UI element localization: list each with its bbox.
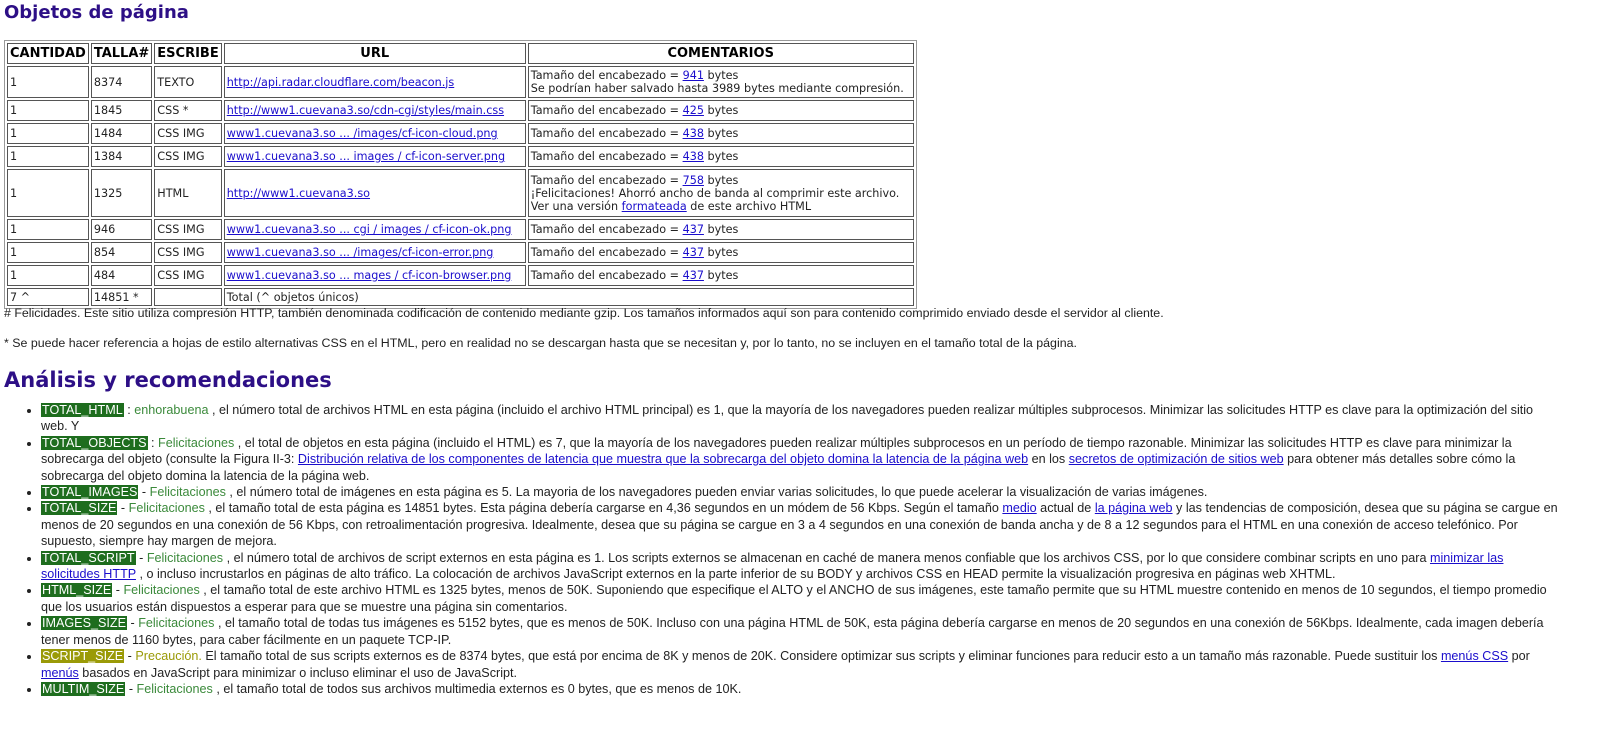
rec-status: Felicitaciones xyxy=(123,583,200,598)
cell-size: 854 xyxy=(91,242,152,263)
table-total-row xyxy=(7,288,914,306)
rec-text: , el número total de archivos HTML en esta página (incluido el archivo HTML principal) es 1, que la mayoría de los navegadores pueden realizar múltiples subprocesos. Minimizar las solicitudes HTTP es clave para la optimización del sitio web. Y xyxy=(41,403,1534,434)
table-row xyxy=(7,123,914,144)
table-row xyxy=(7,265,914,286)
total-type xyxy=(154,288,221,306)
cell-quantity: 1 xyxy=(7,100,89,121)
cell-size: 1845 xyxy=(91,100,152,121)
menus-link[interactable]: menús xyxy=(41,665,79,680)
rec-text: , el tamaño total de esta página es 14851 bytes. Esta página debería cargarse en 4,36 segundos en un módem de 56 Kbps. Según el tamaño xyxy=(204,501,1003,516)
rec-total-size xyxy=(41,500,1561,549)
rec-text: y las tendencias de composición, desea que su página se cargue en menos de 20 segundos en una conexión de 56 Kbps, con retroalimentación progresiva. Idealmente, desea que su página se cargue en 3 a 4 segundos en una conexión de banda ancha y de 8 a 12 segundos para el HTML en una conexión de acceso telefónico. Por supuesto, siempre hay margen de mejora. xyxy=(41,501,1558,549)
comment-text: bytes xyxy=(703,127,739,140)
gzip-note: # Felicidades. Este sitio utiliza compresión HTTP, también denominada codificación de contenido mediante gzip. Los tamaños informados aquí son para contenido comprimido enviado desde el servidor al cliente. xyxy=(4,306,1164,320)
rec-status: enhorabuena xyxy=(134,403,209,417)
comment-text: bytes xyxy=(703,69,739,82)
optimization-secrets-link[interactable]: secretos de optimización de sitios web xyxy=(1068,452,1284,467)
rec-status: Felicitaciones xyxy=(138,616,215,631)
css-note: * Se puede hacer referencia a hojas de estilo alternativas CSS en el HTML, pero en realidad no se descargan hasta que se necesitan y, por lo tanto, no se incluyen en el tamaño total de la página. xyxy=(4,336,1077,350)
cell-quantity: 1 xyxy=(7,219,89,240)
rec-text: El tamaño total de sus scripts externos es de 8374 bytes, que está por encima de 8K y menos de 20K. Considere optimizar sus scripts y eliminar funciones para reducir esto a un tamaño más razonable. Puede sustituir los xyxy=(201,649,1441,664)
rec-script-size xyxy=(41,648,1561,681)
cell-url xyxy=(224,169,526,217)
page-objects-heading: Objetos de página xyxy=(4,2,189,23)
url-link[interactable]: www1.cuevana3.so ... cgi / images / cf-icon-ok.png xyxy=(226,223,512,236)
comment-text: bytes xyxy=(703,104,739,117)
header-size-link[interactable]: 437 xyxy=(682,269,704,282)
col-type: ESCRIBE xyxy=(154,43,221,64)
cell-quantity: 1 xyxy=(7,242,89,263)
comment-text: Tamaño del encabezado = xyxy=(530,223,683,236)
formatted-version-link[interactable]: formateada xyxy=(621,199,687,213)
cell-type: CSS * xyxy=(154,100,221,121)
cell-url xyxy=(224,123,526,144)
total-quantity: 7 ^ xyxy=(7,288,89,306)
rec-sep: - xyxy=(112,583,124,598)
rec-total-html xyxy=(41,402,1561,435)
cell-size: 8374 xyxy=(91,66,152,98)
recommendations-list xyxy=(4,402,1561,697)
rec-tag: TOTAL_HTML xyxy=(42,403,123,417)
rec-text: para obtener más detalles sobre cómo la sobrecarga del objeto domina la latencia de la página web. xyxy=(41,452,1516,483)
web-page-link[interactable]: la página web xyxy=(1094,501,1173,516)
cell-comment xyxy=(528,146,914,167)
table-row xyxy=(7,219,914,240)
url-link[interactable]: www1.cuevana3.so ... images / cf-icon-server.png xyxy=(226,150,506,163)
rec-sep: - xyxy=(135,550,147,565)
rec-tag: IMAGES_SIZE xyxy=(42,616,126,631)
latency-distribution-link[interactable]: Distribución relativa de los componentes de latencia que muestra que la sobrecarga del objeto domina la latencia de la página web xyxy=(297,452,1029,467)
rec-images-size xyxy=(41,615,1561,648)
comment-text: Tamaño del encabezado = xyxy=(530,69,683,82)
table-row xyxy=(7,169,914,217)
comment-text: Ver una versión xyxy=(530,199,622,213)
header-size-link[interactable]: 758 xyxy=(682,173,704,187)
rec-sep: - xyxy=(138,485,150,500)
table-row xyxy=(7,100,914,121)
rec-status: Felicitaciones xyxy=(146,550,224,565)
rec-text: en los xyxy=(1028,452,1069,467)
average-link[interactable]: medio xyxy=(1002,501,1037,516)
rec-text: , el tamaño total de todas tus imágenes es 5152 bytes, que es menos de 50K. Incluso con una página HTML de 50K, esta página debería cargarse en menos de 20 segundos en una conexión de 56Kbps. Idealmente, cada imagen debería tener menos de 1160 bytes, para caber fácilmente en un paquete TCP-IP. xyxy=(41,616,1544,647)
rec-status: Precaución. xyxy=(135,649,202,664)
cell-type: CSS IMG xyxy=(154,242,221,263)
rec-tag: TOTAL_IMAGES xyxy=(42,485,138,500)
rec-status: Felicitaciones xyxy=(149,485,226,500)
table-row xyxy=(7,66,914,98)
col-comments: COMENTARIOS xyxy=(528,43,914,64)
minimize-http-requests-link[interactable]: minimizar las solicitudes HTTP xyxy=(41,550,1504,582)
rec-tag: MULTIM_SIZE xyxy=(42,681,125,696)
cell-size: 1484 xyxy=(91,123,152,144)
comment-text: Tamaño del encabezado = xyxy=(530,269,683,282)
analysis-heading: Análisis y recomendaciones xyxy=(4,368,332,392)
rec-status: Felicitaciones xyxy=(136,681,213,696)
cell-type: CSS IMG xyxy=(154,146,221,167)
rec-status: Felicitaciones xyxy=(158,435,235,450)
header-size-link[interactable]: 437 xyxy=(682,246,704,259)
rec-text: , el total de objetos en esta página (incluido el HTML) es 7, que la mayoría de los navegadores pueden realizar múltiples subprocesos en un período de tiempo razonable. Minimizar las solicitudes HTTP es clave para minimizar la sobrecarga del objeto (consulte la Figura II-3: xyxy=(41,435,1512,467)
rec-total-script xyxy=(41,550,1561,583)
url-link[interactable]: www1.cuevana3.so ... mages / cf-icon-browser.png xyxy=(226,269,512,282)
url-link[interactable]: http://www1.cuevana3.so/cdn-cgi/styles/main.css xyxy=(226,104,505,117)
cell-comment xyxy=(528,66,914,98)
cell-url xyxy=(224,242,526,263)
url-link[interactable]: www1.cuevana3.so ... /images/cf-icon-error.png xyxy=(226,246,494,259)
rec-text: , el número total de archivos de script externos en esta página es 1. Los scripts externos se almacenan en caché de manera menos confiable que los archivos CSS, por lo que considere combinar scripts en uno para xyxy=(223,550,1430,565)
cell-quantity: 1 xyxy=(7,265,89,286)
rec-tag: TOTAL_OBJECTS xyxy=(42,435,147,450)
rec-sep: - xyxy=(117,501,129,516)
rec-tag: TOTAL_SIZE xyxy=(42,501,117,516)
header-size-link[interactable]: 437 xyxy=(682,223,704,236)
table-row xyxy=(7,242,914,263)
cell-quantity: 1 xyxy=(7,123,89,144)
header-size-link[interactable]: 941 xyxy=(682,69,704,82)
cell-size: 484 xyxy=(91,265,152,286)
rec-tag: TOTAL_SCRIPT xyxy=(42,550,135,565)
table-header-row xyxy=(7,43,914,64)
comment-text: Tamaño del encabezado = xyxy=(530,150,683,163)
total-label: Total (^ objetos únicos) xyxy=(224,288,914,306)
url-link[interactable]: http://www1.cuevana3.so xyxy=(226,186,371,200)
cell-quantity: 1 xyxy=(7,146,89,167)
total-size: 14851 * xyxy=(91,288,152,306)
cell-comment xyxy=(528,169,914,217)
comment-text: ¡Felicitaciones! Ahorró ancho de banda al comprimir este archivo. xyxy=(530,186,900,200)
rec-status: Felicitaciones xyxy=(128,501,205,516)
comment-text: Tamaño del encabezado = xyxy=(530,173,683,187)
cell-quantity: 1 xyxy=(7,169,89,217)
rec-html-size xyxy=(41,582,1561,615)
rec-text: , el número total de imágenes en esta página es 5. La mayoria de los navegadores pueden enviar varias solicitudes, lo que puede acelerar la visualización de varias imágenes. xyxy=(225,485,1208,500)
cell-size: 946 xyxy=(91,219,152,240)
rec-total-images xyxy=(41,484,1561,500)
rec-sep: - xyxy=(125,681,137,696)
comment-text: de este archivo HTML xyxy=(686,199,812,213)
comment-text: Tamaño del encabezado = xyxy=(530,104,683,117)
rec-sep: - xyxy=(126,616,139,631)
comment-text: bytes xyxy=(703,150,739,163)
rec-text: , o incluso incrustarlos en páginas de alto tráfico. La colocación de archivos JavaScript externos en la parte inferior de su BODY y archivos CSS en HEAD permite la visualización progresiva en páginas web XHTML. xyxy=(135,567,1336,582)
cell-comment xyxy=(528,242,914,263)
cell-type: CSS IMG xyxy=(154,123,221,144)
cell-comment xyxy=(528,123,914,144)
rec-total-objects xyxy=(41,435,1561,484)
cell-comment xyxy=(528,100,914,121)
css-menus-link[interactable]: menús CSS xyxy=(1440,649,1509,664)
comment-text: bytes xyxy=(703,269,739,282)
cell-url xyxy=(224,265,526,286)
rec-tag: HTML_SIZE xyxy=(42,583,112,598)
header-size-link[interactable]: 438 xyxy=(682,127,704,140)
url-link[interactable]: www1.cuevana3.so ... /images/cf-icon-cloud.png xyxy=(226,127,498,140)
cell-type: TEXTO xyxy=(154,66,221,98)
comment-text: Tamaño del encabezado = xyxy=(530,246,683,259)
comment-text: bytes xyxy=(703,173,739,187)
rec-sep: - xyxy=(124,649,136,664)
url-link[interactable]: http://api.radar.cloudflare.com/beacon.js xyxy=(226,75,455,89)
rec-text: actual de xyxy=(1036,501,1095,516)
cell-size: 1384 xyxy=(91,146,152,167)
cell-url xyxy=(224,100,526,121)
header-size-link[interactable]: 425 xyxy=(682,104,704,117)
col-quantity: CANTIDAD xyxy=(7,43,89,64)
table-row xyxy=(7,146,914,167)
rec-text: , el tamaño total de este archivo HTML es 1325 bytes, menos de 50K. Suponiendo que especifique el ALTO y el ANCHO de sus imágenes, este tamaño permite que su HTML muestre contenido en menos de 10 segundos, el tiempo promedio que los usuarios están dispuestos a esperar para que se muestre una página sin comentarios. xyxy=(41,583,1547,614)
rec-text: basados en JavaScript para minimizar o incluso eliminar el uso de JavaScript. xyxy=(78,665,517,680)
rec-sep: : xyxy=(123,403,135,417)
col-size: TALLA# xyxy=(91,43,152,64)
rec-sep: : xyxy=(147,435,159,450)
rec-text: por xyxy=(1508,649,1530,664)
comment-text: Se podrían haber salvado hasta 3989 bytes mediante compresión. xyxy=(530,82,904,95)
cell-comment xyxy=(528,265,914,286)
cell-type: HTML xyxy=(154,169,221,217)
comment-text: bytes xyxy=(703,223,739,236)
cell-url xyxy=(224,66,526,98)
rec-multim-size xyxy=(41,681,1561,697)
cell-size: 1325 xyxy=(91,169,152,217)
cell-quantity: 1 xyxy=(7,66,89,98)
cell-url xyxy=(224,219,526,240)
comment-text: bytes xyxy=(703,246,739,259)
cell-type: CSS IMG xyxy=(154,265,221,286)
rec-tag: SCRIPT_SIZE xyxy=(42,649,124,664)
comment-text: Tamaño del encabezado = xyxy=(530,127,683,140)
col-url: URL xyxy=(224,43,526,64)
cell-type: CSS IMG xyxy=(154,219,221,240)
page-objects-table xyxy=(4,40,917,309)
rec-text: , el tamaño total de todos sus archivos multimedia externos es 0 bytes, que es menos de 10K. xyxy=(212,681,742,696)
cell-comment xyxy=(528,219,914,240)
cell-url xyxy=(224,146,526,167)
header-size-link[interactable]: 438 xyxy=(682,150,704,163)
